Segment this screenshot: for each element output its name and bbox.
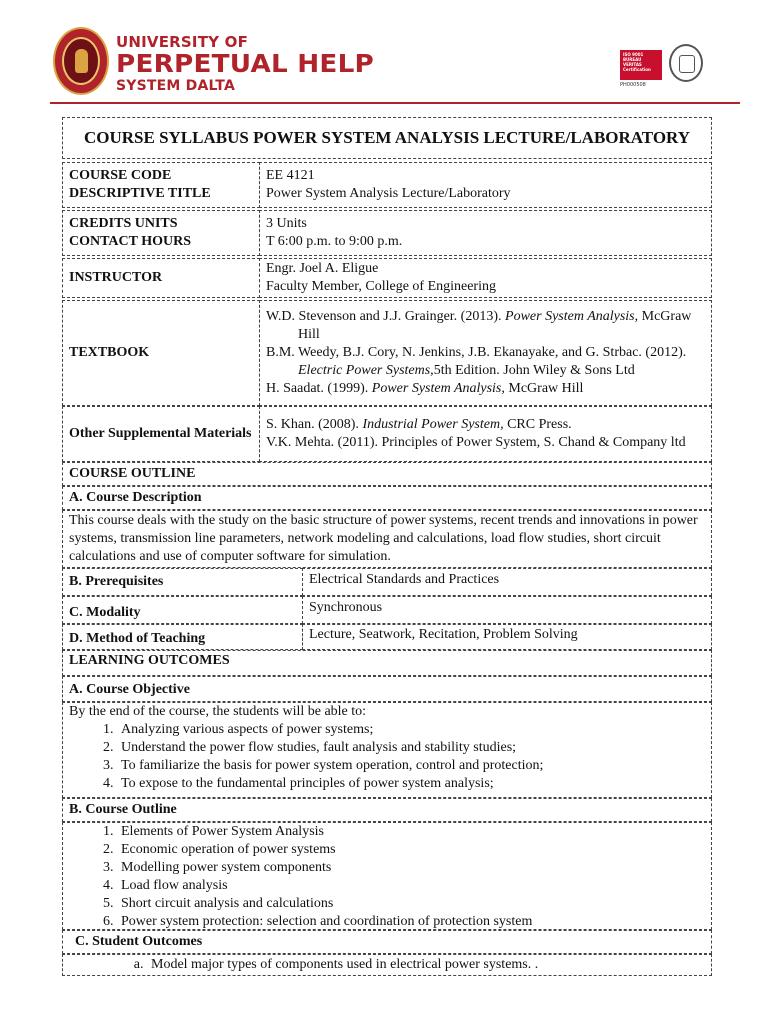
course-code-label-cell: [62, 162, 260, 208]
instructor-label: INSTRUCTOR: [69, 270, 163, 285]
course-code-value: EE 4121: [266, 168, 315, 183]
method-value: Lecture, Seatwork, Recitation, Problem Solving: [302, 624, 712, 650]
prerequisites-label: B. Prerequisites: [62, 568, 303, 596]
textbook-entry: H. Saadat. (1999). Power System Analysis, McGraw Hill: [266, 381, 584, 396]
student-outcomes-cell: [62, 954, 712, 976]
textbook-entry: B.M. Weedy, B.J. Cory, N. Jenkins, J.B. Ekanayake, and G. Strbac. (2012). Electric Power Systems,5th Edition. John Wiley & Sons Ltd: [266, 345, 687, 378]
objective-intro: By the end of the course, the students will be able to:: [69, 704, 367, 719]
course-code-value-cell: [259, 162, 712, 208]
contact-hours-label: CONTACT HOURS: [69, 234, 192, 249]
list-item: 1. Elements of Power System Analysis: [117, 823, 705, 841]
learning-outcomes-heading: LEARNING OUTCOMES: [62, 650, 712, 676]
university-seal-icon: [53, 27, 109, 95]
syllabus-title: COURSE SYLLABUS POWER SYSTEM ANALYSIS LECTURE/LABORATORY: [62, 117, 712, 159]
course-outline-sub-heading: B. Course Outline: [62, 798, 712, 822]
instructor-label-cell: [62, 258, 260, 298]
textbook-label-cell: [62, 300, 260, 406]
method-label: D. Method of Teaching: [62, 624, 303, 650]
instructor-role: Faculty Member, College of Engineering: [266, 279, 496, 294]
student-outcomes-heading: C. Student Outcomes: [62, 930, 712, 954]
list-item: 1. Analyzing various aspects of power systems;: [117, 721, 705, 739]
list-item: a. Model major types of components used in electrical power systems. .: [147, 956, 705, 974]
student-outcomes-list: [69, 956, 705, 974]
credits-value-cell: [259, 210, 712, 256]
university-name-line1: UNIVERSITY OF: [116, 33, 249, 51]
university-name-line2: PERPETUAL HELP: [116, 49, 374, 78]
certification-badge: [620, 50, 662, 80]
credits-label-cell: [62, 210, 260, 256]
course-objective-heading: A. Course Objective: [62, 676, 712, 702]
course-description-heading: A. Course Description: [62, 486, 712, 510]
supplemental-label-cell: [62, 406, 260, 462]
credits-units-value: 3 Units: [266, 216, 307, 231]
contact-hours-value: T 6:00 p.m. to 9:00 p.m.: [266, 234, 403, 249]
list-item: 5. Short circuit analysis and calculations: [117, 895, 705, 913]
course-code-label: COURSE CODE: [69, 168, 172, 183]
list-item: 6. Power system protection: selection and coordination of protection system: [117, 913, 705, 931]
prerequisites-value: Electrical Standards and Practices: [302, 568, 712, 596]
list-item: 3. Modelling power system components: [117, 859, 705, 877]
certification-label: ISO 9001 BUREAU VERITAS Certification: [623, 52, 651, 72]
supplemental-entry: V.K. Mehta. (2011). Principles of Power System, S. Chand & Company ltd: [266, 435, 686, 450]
descriptive-title-value: Power System Analysis Lecture/Laboratory: [266, 186, 511, 201]
course-objective-cell: [62, 702, 712, 798]
list-item: 2. Understand the power flow studies, fault analysis and stability studies;: [117, 739, 705, 757]
supplemental-value-cell: [259, 406, 712, 462]
course-outline-cell: [62, 822, 712, 930]
descriptive-title-label: DESCRIPTIVE TITLE: [69, 186, 211, 201]
list-item: 3. To familiarize the basis for power system operation, control and protection;: [117, 757, 705, 775]
list-item: 4. Load flow analysis: [117, 877, 705, 895]
instructor-name: Engr. Joel A. Eligue: [266, 261, 379, 276]
modality-value: Synchronous: [302, 596, 712, 624]
course-outline-heading: COURSE OUTLINE: [62, 462, 712, 486]
modality-label: C. Modality: [62, 596, 303, 624]
list-item: 4. To expose to the fundamental principles of power system analysis;: [117, 775, 705, 793]
objective-list: [69, 721, 705, 793]
supplemental-label: Other Supplemental Materials: [69, 426, 252, 441]
textbook-entry: W.D. Stevenson and J.J. Grainger. (2013). Power System Analysis, McGraw Hill: [266, 309, 692, 342]
university-name-line3: SYSTEM DALTA: [116, 78, 235, 94]
certification-code: PH000508: [620, 82, 646, 88]
list-item: 2. Economic operation of power systems: [117, 841, 705, 859]
header-divider: [50, 102, 740, 104]
textbook-value-cell: [259, 300, 712, 406]
outline-list: [69, 823, 705, 931]
bureau-veritas-logo-icon: [669, 44, 703, 82]
course-description-text: This course deals with the study on the basic structure of power systems, recent trends and innovations in power systems, transmission line parameters, network modeling and calculations, load flow studies, short circuit calculations and use of computer software for simulation.: [62, 510, 712, 568]
textbook-label: TEXTBOOK: [69, 345, 150, 360]
supplemental-entry: S. Khan. (2008). Industrial Power System, CRC Press.: [266, 417, 572, 432]
page-header: [0, 0, 768, 108]
credits-units-label: CREDITS UNITS: [69, 216, 178, 231]
instructor-value-cell: [259, 258, 712, 298]
